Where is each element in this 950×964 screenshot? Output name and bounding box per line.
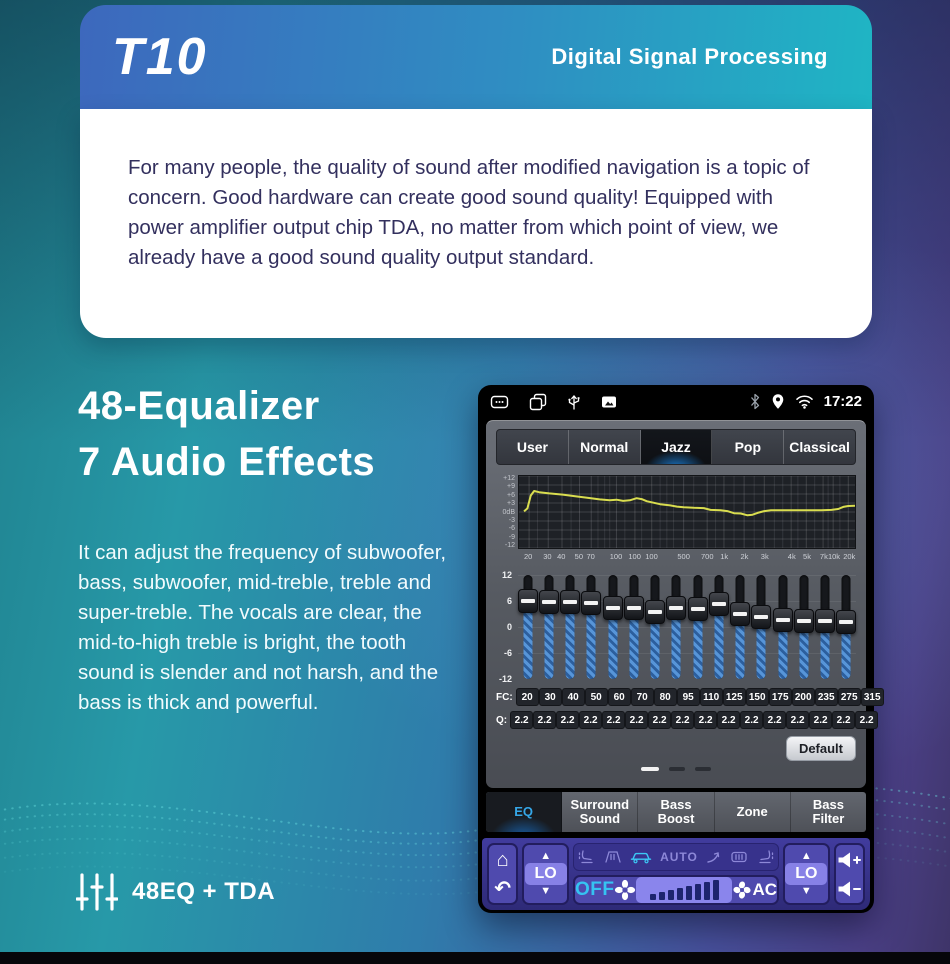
temp-left-control	[522, 843, 569, 905]
q-value: 2.2	[671, 711, 694, 729]
climate-main-row	[573, 875, 779, 905]
y-tick: +6	[507, 491, 515, 499]
graph-x-axis	[518, 549, 856, 562]
eq-slider-235hz	[794, 575, 813, 679]
climate-mode-row	[573, 843, 779, 871]
fc-value: 20	[516, 688, 539, 706]
status-time: 17:22	[823, 393, 862, 410]
slider-handle[interactable]	[730, 602, 750, 626]
slider-handle[interactable]	[581, 591, 601, 615]
slider-track	[629, 575, 638, 679]
usb-icon	[567, 393, 581, 411]
handle-stripe	[648, 610, 662, 614]
intro-card	[80, 109, 872, 338]
rear-defrost-icon[interactable]	[730, 850, 748, 864]
eq-slider-40hz	[561, 575, 580, 679]
slider-handle[interactable]	[773, 608, 793, 632]
q-value: 2.2	[602, 711, 625, 729]
y-tick: +12	[503, 475, 515, 482]
slider-handle[interactable]	[666, 596, 686, 620]
x-tick: 7k	[819, 552, 828, 561]
temp-right-down-icon[interactable]: ▼	[800, 885, 812, 897]
handle-stripe	[797, 619, 811, 623]
slider-handle[interactable]	[709, 592, 729, 616]
q-value: 2.2	[648, 711, 671, 729]
q-label: Q:	[496, 714, 508, 726]
fc-value: 150	[746, 688, 769, 706]
slider-handle[interactable]	[624, 596, 644, 620]
preset-tab-normal[interactable]: Normal	[569, 430, 641, 464]
air-direction-icon[interactable]	[706, 850, 722, 864]
car-status-icon[interactable]	[630, 850, 652, 864]
gauge-bar	[704, 882, 710, 900]
eq-slider-50hz	[582, 575, 601, 679]
graph-plot-area	[518, 475, 856, 549]
slider-handle[interactable]	[794, 609, 814, 633]
x-tick: 30	[543, 552, 552, 561]
handle-stripe	[627, 606, 641, 610]
eq-slider-30hz	[539, 575, 558, 679]
intro-text: For many people, the quality of sound after modified navigation is a topic of concern. Good hardware can create good sound quality! Equipped with power amplifier output chip TDA, no matter from which point of view, we already have a good sound quality output standard.	[128, 156, 810, 269]
eq-graph	[496, 475, 856, 562]
gauge-bar	[686, 886, 692, 900]
volume-down-icon[interactable]	[837, 880, 861, 898]
preset-tab-jazz[interactable]: Jazz	[641, 430, 713, 464]
handle-stripe	[754, 615, 768, 619]
head-unit-screen	[478, 385, 881, 913]
fc-value: 125	[723, 688, 746, 706]
app-drawer-icon[interactable]	[490, 393, 509, 411]
page-dot[interactable]	[695, 767, 711, 771]
temp-right-control	[783, 843, 830, 905]
climate-off-button[interactable]: OFF	[574, 879, 615, 900]
slider-scale	[496, 570, 518, 684]
handle-stripe	[584, 601, 598, 605]
fc-value: 235	[815, 688, 838, 706]
temp-left-down-icon[interactable]: ▼	[540, 885, 552, 897]
handle-stripe	[521, 599, 535, 603]
handle-stripe	[818, 619, 832, 623]
bottom-letterbox	[0, 952, 950, 964]
handle-stripe	[712, 602, 726, 606]
q-value: 2.2	[855, 711, 878, 729]
home-icon[interactable]: ⌂	[496, 848, 509, 871]
slider-handle[interactable]	[815, 609, 835, 633]
q-value: 2.2	[740, 711, 763, 729]
feature-title	[78, 378, 375, 490]
eq-slider-200hz	[773, 575, 792, 679]
y-tick: -6	[508, 525, 515, 533]
q-value: 2.2	[694, 711, 717, 729]
fc-value: 110	[700, 688, 723, 706]
slider-handle[interactable]	[560, 590, 580, 614]
fan-icon[interactable]	[614, 879, 636, 901]
graph-y-axis	[496, 475, 518, 549]
handle-stripe	[542, 600, 556, 604]
seat-heat-left-icon[interactable]	[578, 850, 596, 864]
fc-value: 60	[608, 688, 631, 706]
x-tick: 20	[523, 552, 533, 561]
fc-value: 30	[539, 688, 562, 706]
brand-logo: T10	[112, 28, 208, 86]
function-tabs	[486, 792, 866, 832]
page-dot[interactable]	[641, 767, 659, 771]
x-tick: 3k	[760, 552, 769, 561]
x-tick: 5k	[803, 552, 811, 561]
temp-left-value: LO	[525, 863, 567, 885]
feature-badge	[76, 872, 275, 912]
bluetooth-icon[interactable]	[749, 393, 761, 410]
temp-right-value: LO	[785, 863, 827, 885]
x-tick: 50	[574, 552, 583, 561]
eq-slider-125hz	[709, 575, 728, 679]
q-value: 2.2	[625, 711, 648, 729]
eq-slider-315hz	[837, 575, 856, 679]
preset-tab-classical[interactable]: Classical	[789, 439, 850, 455]
fc-label: FC:	[496, 691, 513, 703]
seat-heat-right-icon[interactable]	[756, 850, 774, 864]
gauge-bar	[713, 880, 719, 900]
x-tick: 70	[586, 552, 595, 561]
fc-value: 275	[838, 688, 861, 706]
slider-scale-tick: 0	[506, 622, 512, 632]
badge-label: 48EQ + TDA	[132, 878, 276, 905]
slider-track	[736, 575, 745, 679]
wifi-icon[interactable]	[795, 394, 814, 409]
fan-flower-icon[interactable]	[732, 880, 752, 900]
x-tick: 100	[609, 552, 623, 561]
q-value: 2.2	[832, 711, 855, 729]
q-value: 2.2	[763, 711, 786, 729]
gauge-bar	[659, 892, 665, 900]
handle-stripe	[691, 607, 705, 611]
slider-track	[714, 575, 723, 679]
x-tick: 500	[677, 552, 690, 561]
y-tick: 0dB	[502, 508, 515, 516]
slider-scale-tick: 6	[506, 596, 512, 606]
q-value: 2.2	[579, 711, 602, 729]
temp-right-up-icon[interactable]: ▲	[800, 850, 812, 862]
x-tick: 40	[557, 552, 566, 561]
preset-tab-pop[interactable]: Pop	[712, 430, 784, 464]
front-defrost-icon[interactable]	[604, 850, 622, 864]
feature-title-line1: 48-Equalizer	[78, 384, 320, 428]
fc-value: 40	[562, 688, 585, 706]
q-row	[496, 711, 874, 729]
preset-tabs	[496, 429, 856, 465]
x-tick: 2k	[740, 552, 749, 561]
slider-handle[interactable]	[836, 610, 856, 634]
function-tab-bass-boost[interactable]: Bass Boost	[638, 792, 714, 832]
slider-scale-tick: 12	[501, 570, 512, 580]
climate-bar	[482, 838, 870, 910]
handle-stripe	[839, 620, 853, 624]
slider-track	[608, 575, 617, 679]
fc-value: 200	[792, 688, 815, 706]
eq-slider-60hz	[603, 575, 622, 679]
auto-mode-button[interactable]: AUTO	[660, 850, 698, 864]
y-tick: +3	[507, 500, 515, 508]
eq-slider-20hz	[518, 575, 537, 679]
q-value: 2.2	[786, 711, 809, 729]
q-value: 2.2	[717, 711, 740, 729]
eq-slider-110hz	[688, 575, 707, 679]
header-subtitle: Digital Signal Processing	[551, 44, 828, 69]
eq-slider-70hz	[624, 575, 643, 679]
slider-handle[interactable]	[603, 596, 623, 620]
handle-stripe	[563, 600, 577, 604]
function-tab-bass-filter[interactable]: Bass Filter	[812, 797, 845, 826]
x-tick: 20k	[843, 552, 856, 561]
q-value: 2.2	[533, 711, 556, 729]
slider-bank	[496, 570, 856, 684]
slider-scale-tick: -6	[503, 648, 512, 658]
slider-handle[interactable]	[751, 605, 771, 629]
eq-slider-150hz	[731, 575, 750, 679]
recent-apps-icon[interactable]	[529, 393, 547, 411]
location-icon[interactable]	[771, 393, 785, 410]
status-bar	[478, 385, 874, 418]
slider-handle[interactable]	[539, 590, 559, 614]
slider-handle[interactable]	[688, 597, 708, 621]
y-tick: -12	[504, 542, 515, 549]
gauge-bar	[668, 890, 674, 900]
fc-value: 50	[585, 688, 608, 706]
fc-value: 70	[631, 688, 654, 706]
handle-stripe	[606, 606, 620, 610]
y-tick: -3	[508, 516, 515, 524]
eq-slider-275hz	[816, 575, 835, 679]
gauge-bar	[650, 894, 656, 900]
equalizer-sliders-icon	[76, 872, 118, 912]
q-value: 2.2	[556, 711, 579, 729]
feature-title-line2: 7 Audio Effects	[78, 440, 376, 484]
handle-stripe	[733, 612, 747, 616]
y-tick: +9	[507, 483, 515, 491]
function-tab-zone[interactable]: Zone	[715, 792, 791, 832]
eq-slider-175hz	[752, 575, 771, 679]
temp-left-up-icon[interactable]: ▲	[540, 850, 552, 862]
q-value: 2.2	[510, 711, 533, 729]
fc-value: 315	[861, 688, 884, 706]
slider-track	[672, 575, 681, 679]
volume-up-icon[interactable]	[837, 851, 861, 869]
handle-stripe	[669, 606, 683, 610]
fc-row	[496, 688, 881, 706]
slider-handle[interactable]	[518, 589, 538, 613]
eq-panel	[486, 420, 881, 788]
default-button[interactable]: Default	[786, 736, 856, 761]
slider-track	[693, 575, 702, 679]
fc-value: 95	[677, 688, 700, 706]
x-tick: 100	[628, 552, 641, 561]
x-tick: 100	[645, 552, 658, 561]
preset-tab-user[interactable]: User	[497, 430, 569, 464]
page-dot[interactable]	[669, 767, 685, 771]
slider-scale-tick: -12	[498, 674, 512, 684]
function-tab-surround-sound[interactable]: Surround Sound	[562, 792, 638, 832]
header-card	[80, 5, 872, 109]
x-tick: 700	[701, 552, 714, 561]
handle-stripe	[776, 618, 790, 622]
slider-handle[interactable]	[645, 600, 665, 624]
gauge-bar	[677, 888, 683, 900]
fc-value: 175	[769, 688, 792, 706]
page-indicator	[496, 767, 856, 771]
x-tick: 1k	[720, 552, 729, 561]
fc-value: 80	[654, 688, 677, 706]
sd-card-icon	[601, 395, 617, 409]
feature-body: It can adjust the frequency of subwoofer, bass, subwoofer, mid-treble, treble and super-treble. The vocals are clear, the mid-to-high treble is bright, the tooth sound is slender and not harsh, and the bass is thick and powerful.	[78, 541, 447, 714]
x-tick: 10k	[827, 552, 841, 561]
ac-button[interactable]: AC	[752, 880, 778, 899]
slider-track	[651, 575, 660, 679]
eq-slider-95hz	[667, 575, 686, 679]
x-tick: 4k	[787, 552, 796, 561]
function-tab-eq[interactable]: EQ	[486, 792, 562, 832]
y-tick: -9	[508, 533, 515, 541]
fan-speed-gauge[interactable]	[636, 877, 732, 903]
gauge-bar	[695, 884, 701, 900]
eq-slider-80hz	[646, 575, 665, 679]
back-icon[interactable]: ↶	[494, 877, 512, 900]
q-value: 2.2	[809, 711, 832, 729]
